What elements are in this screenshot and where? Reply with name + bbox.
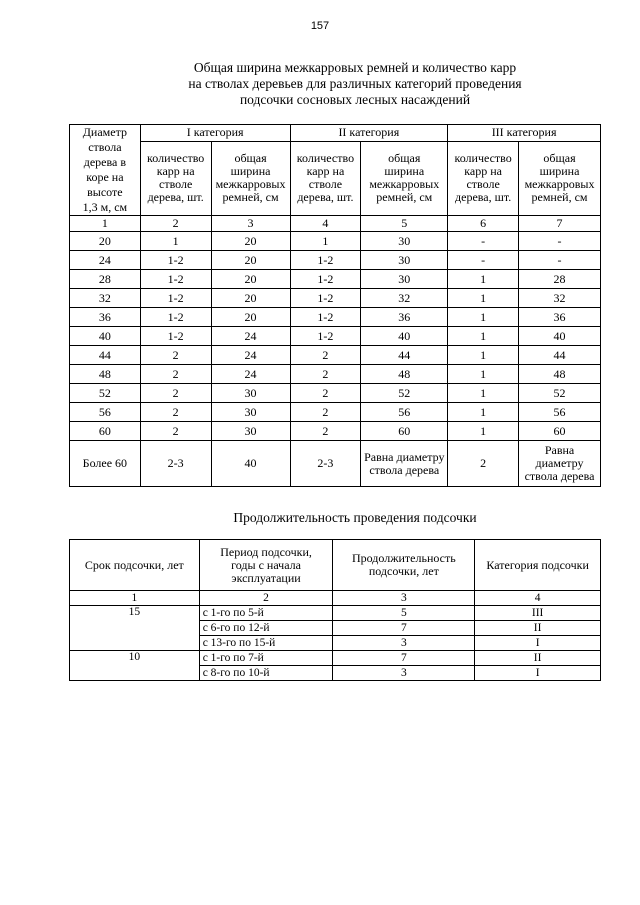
column-number: 1 bbox=[70, 216, 141, 232]
table-cell: 52 bbox=[361, 384, 448, 403]
table-cell: 30 bbox=[211, 384, 290, 403]
table-row bbox=[70, 422, 601, 441]
duration-cell: 5 bbox=[333, 606, 475, 621]
table-cell: 2 bbox=[290, 403, 361, 422]
category-cell: I bbox=[475, 666, 601, 681]
term-cell: 15 bbox=[70, 606, 200, 651]
table-cell: 40 bbox=[211, 441, 290, 487]
table-cell: 60 bbox=[519, 422, 601, 441]
table-cell: 28 bbox=[70, 270, 141, 289]
table-cell: 24 bbox=[211, 327, 290, 346]
table-row bbox=[70, 365, 601, 384]
table-row bbox=[70, 651, 601, 666]
table1-title-line: Общая ширина межкарровых ремней и количество карр bbox=[193, 60, 517, 75]
table-cell: 1-2 bbox=[140, 251, 211, 270]
period-cell: с 13-го по 15-й bbox=[199, 636, 333, 651]
table-cell: 48 bbox=[361, 365, 448, 384]
count-header: количество карр на стволе дерева, шт. bbox=[448, 141, 519, 215]
table-row bbox=[70, 289, 601, 308]
table-row bbox=[70, 384, 601, 403]
table-cell: 60 bbox=[70, 422, 141, 441]
column-number: 5 bbox=[361, 216, 448, 232]
table-cell: 1 bbox=[140, 232, 211, 251]
period-cell: с 8-го по 10-й bbox=[199, 666, 333, 681]
period-header: Период подсочки, годы с начала эксплуатации bbox=[199, 540, 333, 591]
table-cell: 30 bbox=[361, 270, 448, 289]
table-cell: 44 bbox=[519, 346, 601, 365]
table-cell: 2 bbox=[140, 384, 211, 403]
kerf-width-table bbox=[69, 124, 601, 487]
duration-cell: 3 bbox=[333, 636, 475, 651]
table2-title: Продолжительность проведения подсочки bbox=[233, 510, 477, 525]
table-cell: 52 bbox=[70, 384, 141, 403]
term-cell: 10 bbox=[70, 651, 200, 681]
duration-cell: 7 bbox=[333, 621, 475, 636]
table-cell: 52 bbox=[519, 384, 601, 403]
table-cell: 48 bbox=[519, 365, 601, 384]
count-header: количество карр на стволе дерева, шт. bbox=[140, 141, 211, 215]
table-cell: 30 bbox=[211, 403, 290, 422]
category-cell: III bbox=[475, 606, 601, 621]
category-cell: II bbox=[475, 621, 601, 636]
table-row bbox=[70, 346, 601, 365]
period-cell: с 1-го по 5-й bbox=[199, 606, 333, 621]
table-cell: 1-2 bbox=[140, 289, 211, 308]
table-cell: 1 bbox=[448, 403, 519, 422]
table-cell: 48 bbox=[70, 365, 141, 384]
table-cell: 32 bbox=[519, 289, 601, 308]
table-cell: 1-2 bbox=[140, 270, 211, 289]
table-cell: 30 bbox=[211, 422, 290, 441]
duration-header: Продолжительность подсочки, лет bbox=[333, 540, 475, 591]
table-cell: 1 bbox=[448, 346, 519, 365]
table-cell: 36 bbox=[519, 308, 601, 327]
table-cell: 20 bbox=[211, 270, 290, 289]
term-header: Срок подсочки, лет bbox=[70, 540, 200, 591]
table-cell: 20 bbox=[211, 251, 290, 270]
table-cell: 30 bbox=[361, 251, 448, 270]
table-cell: 1 bbox=[290, 232, 361, 251]
category-cell: I bbox=[475, 636, 601, 651]
category-2-header: II категория bbox=[290, 125, 448, 142]
table-cell: Равна диаметру ствола дерева bbox=[519, 441, 601, 487]
table-cell: 2 bbox=[290, 384, 361, 403]
category-header: Категория подсочки bbox=[475, 540, 601, 591]
table-cell: 2 bbox=[140, 365, 211, 384]
table-cell: 40 bbox=[361, 327, 448, 346]
column-number: 3 bbox=[333, 591, 475, 606]
table-cell: 2-3 bbox=[290, 441, 361, 487]
table-cell: 1-2 bbox=[290, 289, 361, 308]
count-header: количество карр на стволе дерева, шт. bbox=[290, 141, 361, 215]
column-number: 2 bbox=[199, 591, 333, 606]
table-row bbox=[70, 232, 601, 251]
table-cell: 56 bbox=[519, 403, 601, 422]
table-cell: 60 bbox=[361, 422, 448, 441]
column-numbers-row bbox=[70, 591, 601, 606]
table-cell: 44 bbox=[70, 346, 141, 365]
table-cell: 32 bbox=[361, 289, 448, 308]
table-cell: 2 bbox=[290, 365, 361, 384]
table-row bbox=[70, 441, 601, 487]
column-number: 2 bbox=[140, 216, 211, 232]
table-row bbox=[70, 606, 601, 621]
table-cell: Равна диаметру ствола дерева bbox=[361, 441, 448, 487]
table-cell: 1 bbox=[448, 365, 519, 384]
table-cell: 20 bbox=[211, 232, 290, 251]
table-cell: 32 bbox=[70, 289, 141, 308]
table-cell: 20 bbox=[70, 232, 141, 251]
table-cell: 1-2 bbox=[140, 308, 211, 327]
table-cell: 1 bbox=[448, 289, 519, 308]
table-cell: - bbox=[519, 232, 601, 251]
table-row bbox=[70, 403, 601, 422]
table-cell: 1 bbox=[448, 384, 519, 403]
table-cell: 2 bbox=[290, 422, 361, 441]
duration-cell: 3 bbox=[333, 666, 475, 681]
table-cell: - bbox=[519, 251, 601, 270]
column-number: 1 bbox=[70, 591, 200, 606]
period-cell: с 6-го по 12-й bbox=[199, 621, 333, 636]
table-cell: 30 bbox=[361, 232, 448, 251]
category-1-header: I категория bbox=[140, 125, 290, 142]
category-3-header: III категория bbox=[448, 125, 601, 142]
table-cell: 24 bbox=[70, 251, 141, 270]
column-number: 7 bbox=[519, 216, 601, 232]
table-cell: 56 bbox=[70, 403, 141, 422]
table-cell: 24 bbox=[211, 346, 290, 365]
column-number: 4 bbox=[475, 591, 601, 606]
table-cell: 24 bbox=[211, 365, 290, 384]
width-header: общая ширина межкарровых ремней, см bbox=[519, 141, 601, 215]
table1-title-line: подсочки сосновых лесных насаждений bbox=[239, 92, 471, 107]
table-cell: 1 bbox=[448, 327, 519, 346]
table1-title bbox=[60, 60, 640, 108]
table-cell: 44 bbox=[361, 346, 448, 365]
table-cell: 2-3 bbox=[140, 441, 211, 487]
table-row bbox=[70, 251, 601, 270]
category-cell: II bbox=[475, 651, 601, 666]
period-cell: с 1-го по 7-й bbox=[199, 651, 333, 666]
table-cell: 2 bbox=[448, 441, 519, 487]
table-cell: - bbox=[448, 251, 519, 270]
table-cell: 56 bbox=[361, 403, 448, 422]
table-row bbox=[70, 270, 601, 289]
table-cell: - bbox=[448, 232, 519, 251]
table-cell: 28 bbox=[519, 270, 601, 289]
table-cell: 1-2 bbox=[290, 270, 361, 289]
table-cell: 1-2 bbox=[290, 327, 361, 346]
width-header: общая ширина межкарровых ремней, см bbox=[211, 141, 290, 215]
table-row bbox=[70, 327, 601, 346]
width-header: общая ширина межкарровых ремней, см bbox=[361, 141, 448, 215]
table-cell: 1 bbox=[448, 308, 519, 327]
table-cell: 20 bbox=[211, 289, 290, 308]
table-cell: 1 bbox=[448, 270, 519, 289]
duration-cell: 7 bbox=[333, 651, 475, 666]
table-cell: 2 bbox=[290, 346, 361, 365]
tapping-duration-table bbox=[69, 539, 601, 681]
column-number: 6 bbox=[448, 216, 519, 232]
table-cell: 2 bbox=[140, 346, 211, 365]
table-row bbox=[70, 308, 601, 327]
table-cell: 2 bbox=[140, 403, 211, 422]
table-cell: 36 bbox=[361, 308, 448, 327]
column-number: 4 bbox=[290, 216, 361, 232]
table-cell: 36 bbox=[70, 308, 141, 327]
table-cell: 1-2 bbox=[140, 327, 211, 346]
table1-title-line: на стволах деревьев для различных категорий проведения bbox=[188, 76, 522, 91]
table-cell: 1-2 bbox=[290, 308, 361, 327]
column-numbers-row bbox=[70, 216, 601, 232]
table-cell: 1 bbox=[448, 422, 519, 441]
table-cell: 1-2 bbox=[290, 251, 361, 270]
table-cell: 40 bbox=[519, 327, 601, 346]
table-cell: 20 bbox=[211, 308, 290, 327]
page-number: 157 bbox=[310, 20, 330, 32]
table-cell: Более 60 bbox=[70, 441, 141, 487]
table-cell: 2 bbox=[140, 422, 211, 441]
column-number: 3 bbox=[211, 216, 290, 232]
table-cell: 40 bbox=[70, 327, 141, 346]
diameter-header: Диаметр ствола дерева в коре на высоте 1,3 м, см bbox=[70, 125, 141, 216]
